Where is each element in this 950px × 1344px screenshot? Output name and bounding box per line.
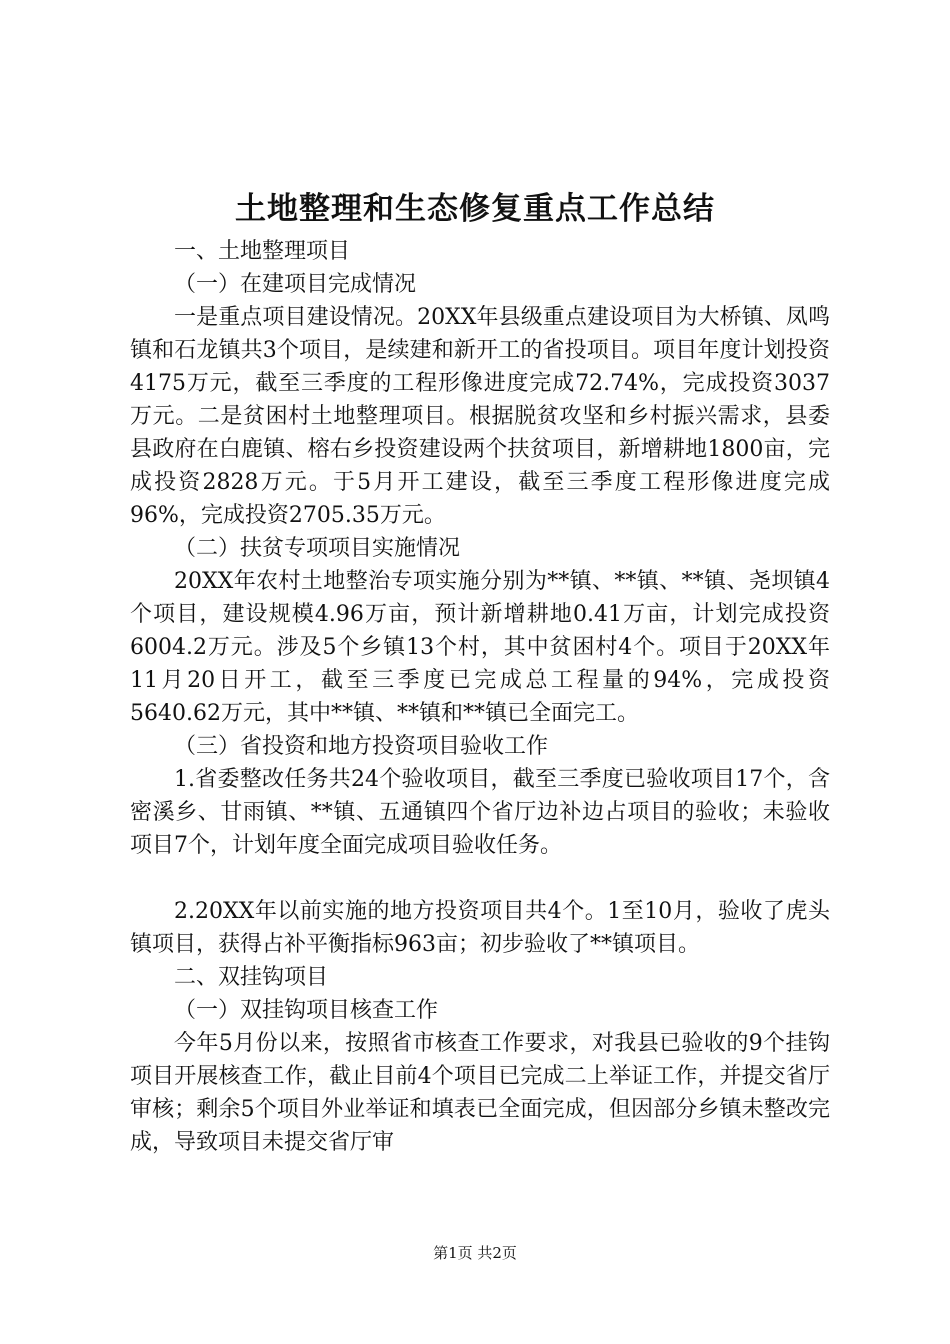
section-heading-2: 二、双挂钩项目	[174, 965, 329, 990]
paragraph-verification-work: 今年5月份以来，按照省市核查工作要求，对我县已验收的9个挂钩项目开展核查工作，截止目前4个项目已完成二上举证工作，并提交省厅审核；剩余5个项目外业举证和填表已全面完成，但因部分乡镇未整改完成，导致项目未提交省厅审	[130, 1031, 830, 1155]
blank-line	[130, 862, 830, 895]
subsection-heading-1-1: （一）在建项目完成情况	[174, 272, 417, 297]
paragraph-acceptance-item-1: 1.省委整改任务共24个验收项目，截至三季度已验收项目17个，含密溪乡、甘雨镇、**镇、五通镇四个省厅边补边占项目的验收；未验收项目7个，计划年度全面完成项目验收任务。	[130, 767, 830, 858]
paragraph-construction-status: 一是重点项目建设情况。20XX年县级重点建设项目为大桥镇、凤鸣镇和石龙镇共3个项目，是续建和新开工的省投项目。项目年度计划投资4175万元，截至三季度的工程形像进度完成72.74%，完成投资3037万元。二是贫困村土地整理项目。根据脱贫攻坚和乡村振兴需求，县委县政府在白鹿镇、榕右乡投资建设两个扶贫项目，新增耕地1800亩，完成投资2828万元。于5月开工建设，截至三季度工程形像进度完成96%，完成投资2705.35万元。	[130, 305, 830, 528]
document-body	[130, 235, 830, 1159]
page-number-footer: 第1页 共2页	[433, 1244, 517, 1262]
paragraph-poverty-projects: 20XX年农村土地整治专项实施分别为**镇、**镇、**镇、尧坝镇4个项目，建设规模4.96万亩，预计新增耕地0.41万亩，计划完成投资6004.2万元。涉及5个乡镇13个村，其中贫困村4个。项目于20XX年11月20日开工，截至三季度已完成总工程量的94%，完成投资5640.62万元，其中**镇、**镇和**镇已全面完工。	[130, 569, 830, 726]
subsection-heading-2-1: （一）双挂钩项目核查工作	[174, 998, 439, 1023]
document-title: 土地整理和生态修复重点工作总结	[235, 191, 715, 227]
subsection-heading-1-3: （三）省投资和地方投资项目验收工作	[174, 734, 549, 759]
section-heading-1: 一、土地整理项目	[174, 239, 351, 264]
subsection-heading-1-2: （二）扶贫专项项目实施情况	[174, 536, 461, 561]
paragraph-acceptance-item-2: 2.20XX年以前实施的地方投资项目共4个。1至10月，验收了虎头镇项目，获得占补平衡指标963亩；初步验收了**镇项目。	[130, 899, 830, 957]
